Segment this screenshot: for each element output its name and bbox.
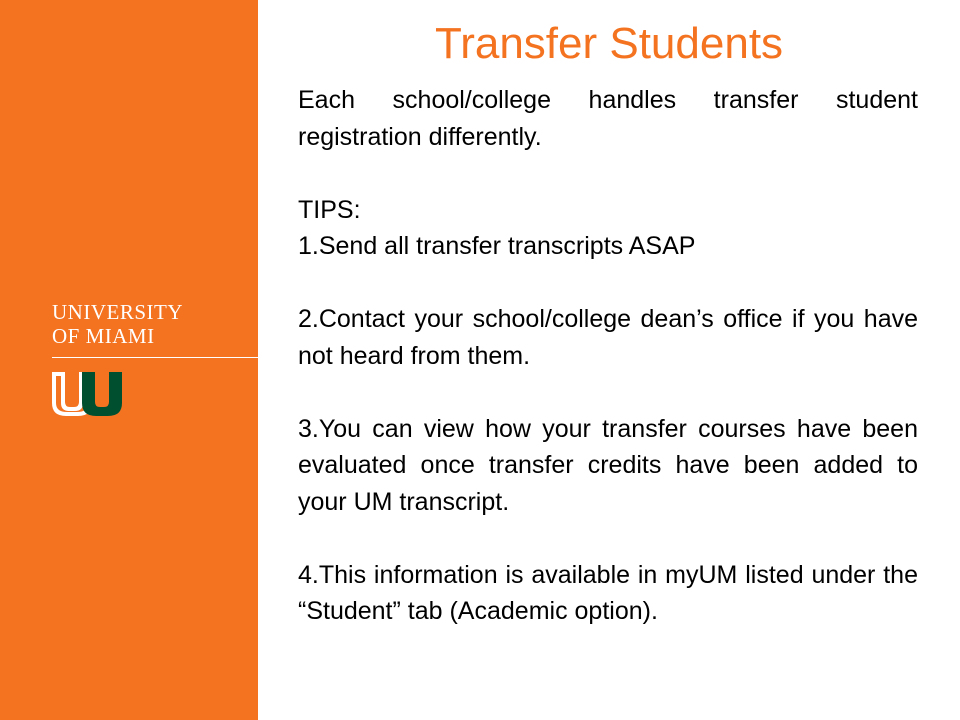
slide-body (298, 82, 918, 630)
logo-text-line2: OF MIAMI (52, 324, 155, 348)
spacer (298, 265, 918, 302)
logo-divider (52, 357, 258, 358)
intro-paragraph: Each school/college handles transfer student registration differently. (298, 86, 918, 151)
tip-item-1: 1.Send all transfer transcripts ASAP (298, 232, 696, 260)
spacer (298, 155, 918, 192)
university-logo (52, 300, 258, 416)
spacer (298, 374, 918, 411)
tip-item-2: 2.Contact your school/college dean’s office if you have not heard from them. (298, 305, 918, 370)
slide-title: Transfer Students (434, 19, 784, 68)
spacer (298, 520, 918, 557)
tip-item-3: 3.You can view how your transfer courses have been evaluated once transfer credits have been added to your UM transcript. (298, 414, 918, 516)
tip-item-4: 4.This information is available in myUM listed under the “Student” tab (Academic option). (298, 560, 918, 625)
logo-text-line1: UNIVERSITY (52, 300, 183, 324)
u-logo-icon (52, 372, 124, 416)
tips-heading: TIPS: (298, 195, 361, 224)
orange-sidebar (0, 0, 258, 720)
